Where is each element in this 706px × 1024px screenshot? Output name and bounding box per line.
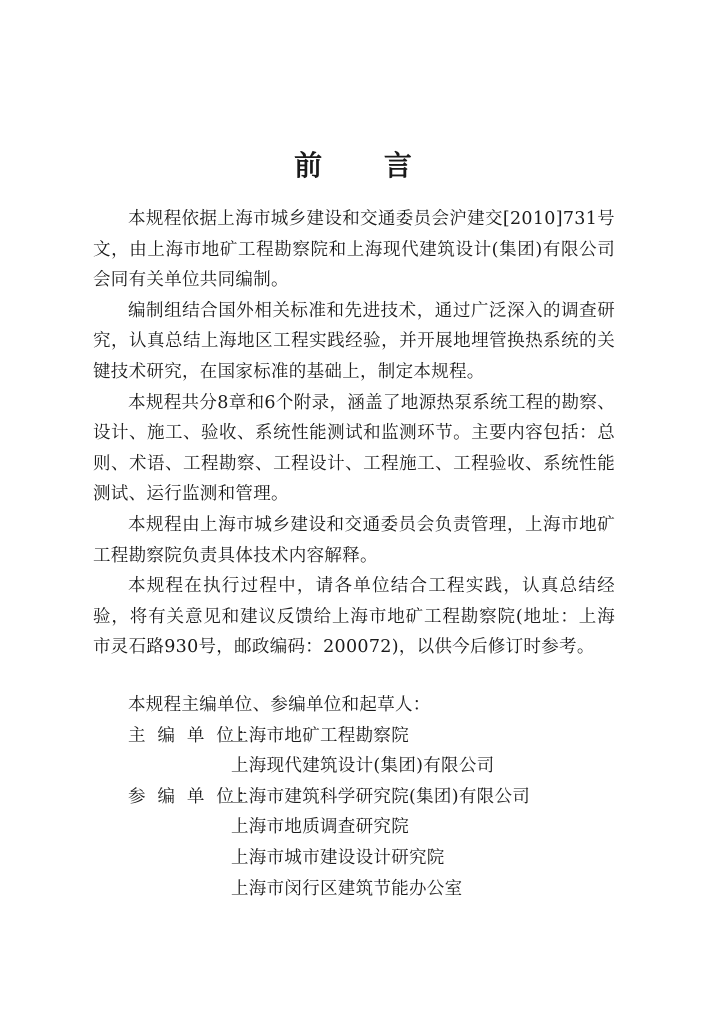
chief-unit: 上海市地矿工程勘察院 xyxy=(231,725,409,746)
chief-editor-label: 主 编 单 位： xyxy=(128,725,258,746)
chief-editor-row xyxy=(128,721,615,782)
paragraph-method: 编制组结合国外相关标准和先进技术，通过广泛深入的调查研究，认真总结上海地区工程实践经验，并开展地埋管换热系统的关键技术研究，在国家标准的基础上，制定本规程。 xyxy=(93,300,615,382)
participating-row xyxy=(128,782,615,904)
organizations-intro: 本规程主编单位、参编单位和起草人： xyxy=(128,695,431,715)
paragraph-contents: 本规程共分8章和6个附录，涵盖了地源热泵系统工程的勘察、设计、施工、验收、系统性能测试和监测环节。主要内容包括：总则、术语、工程勘察、工程设计、工程施工、工程验收、系统性能测试、运行监测和管理。 xyxy=(93,392,615,505)
participating-unit: 上海市城市建设设计研究院 xyxy=(231,847,445,868)
chief-editor-units xyxy=(231,721,494,782)
paragraph-feedback: 本规程在执行过程中，请各单位结合工程实践，认真总结经验，将有关意见和建议反馈给上海市地矿工程勘察院(地址：上海市灵石路930号，邮政编码：200072)，以供今后修订时参考。 xyxy=(93,576,615,658)
participating-units xyxy=(231,782,530,904)
paragraph-basis: 本规程依据上海市城乡建设和交通委员会沪建交[2010]731号文，由上海市地矿工程勘察院和上海现代建筑设计(集团)有限公司会同有关单位共同编制。 xyxy=(93,209,615,291)
chief-unit: 上海现代建筑设计(集团)有限公司 xyxy=(231,756,495,777)
paragraph-management: 本规程由上海市城乡建设和交通委员会负责管理，上海市地矿工程勘察院负责具体技术内容解释。 xyxy=(93,514,615,566)
preface-body xyxy=(93,204,615,663)
participating-unit: 上海市闵行区建筑节能办公室 xyxy=(231,878,463,899)
page-title: 前 言 xyxy=(294,149,438,182)
participating-unit: 上海市建筑科学研究院(集团)有限公司 xyxy=(231,786,531,807)
participating-label: 参 编 单 位： xyxy=(128,786,258,807)
organizations-section xyxy=(93,690,615,904)
participating-unit: 上海市地质调查研究院 xyxy=(231,817,409,838)
